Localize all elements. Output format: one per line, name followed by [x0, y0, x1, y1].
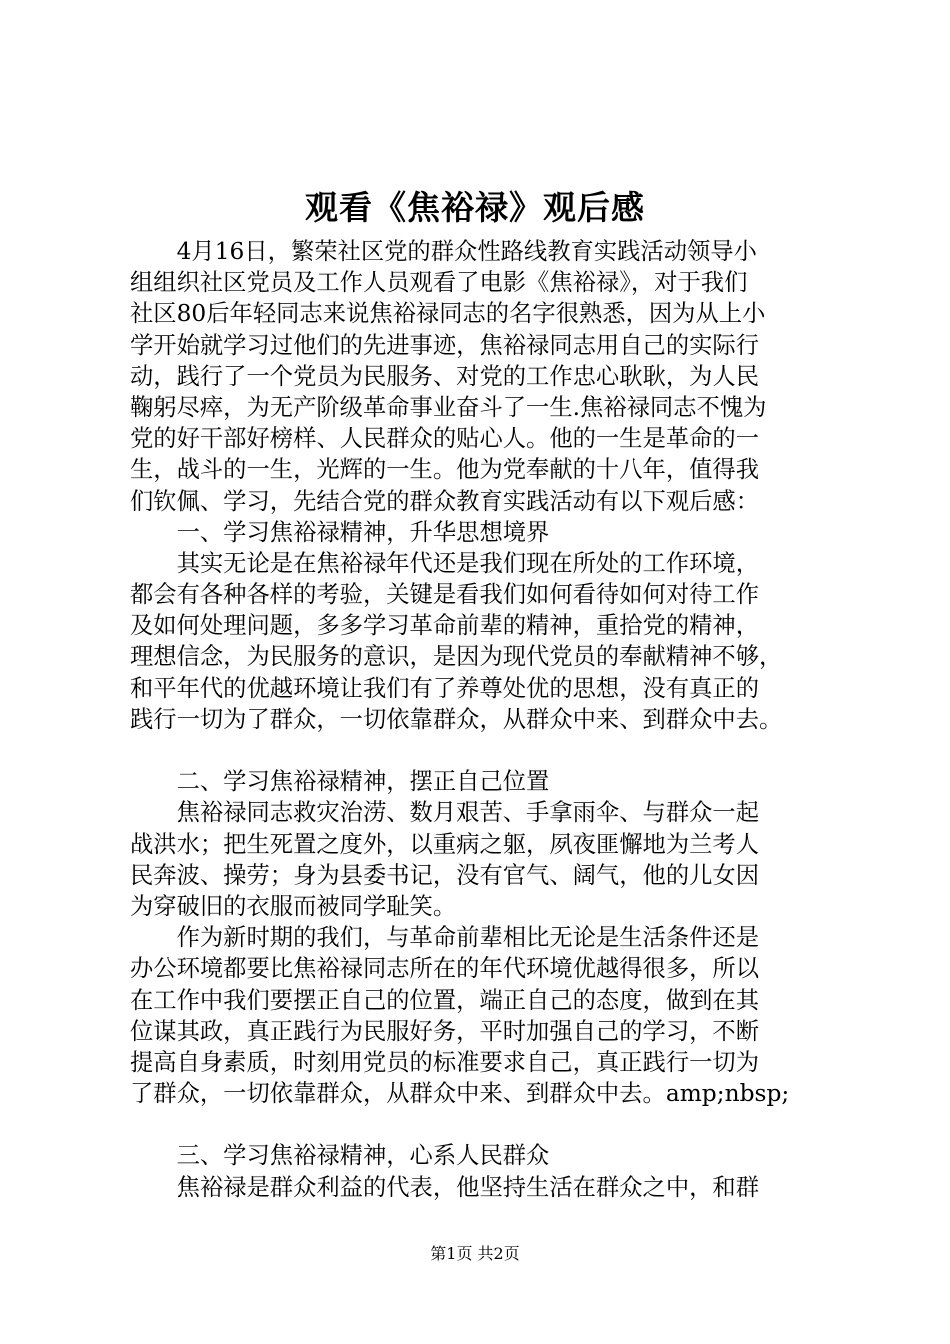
text-line: 战洪水；把生死置之度外，以重病之躯，夙夜匪懈地为兰考人 — [130, 830, 760, 858]
text-line: 了群众，一切依靠群众，从群众中来、到群众中去。amp;nbsp; — [130, 1080, 790, 1108]
text-line: 焦裕禄同志救灾治涝、数月艰苦、手拿雨伞、与群众一起 — [130, 799, 760, 827]
document-title: 观看《焦裕禄》观后感 — [305, 188, 645, 227]
text-line: 其实无论是在焦裕禄年代还是我们现在所处的工作环境， — [130, 549, 760, 577]
document-body — [130, 236, 835, 1203]
text-line: 三、学习焦裕禄精神，心系人民群众 — [130, 1142, 550, 1170]
text-line: 组组织社区党员及工作人员观看了电影《焦裕禄》，对于我们 — [130, 269, 748, 297]
text-line: 一、学习焦裕禄精神，升华思想境界 — [130, 518, 550, 546]
text-line: 在工作中我们要摆正自己的位置，端正自己的态度，做到在其 — [130, 986, 760, 1014]
text-line: 提高自身素质，时刻用党员的标准要求自己，真正践行一切为 — [130, 1048, 760, 1076]
blank-line — [130, 735, 835, 766]
text-line: 社区80后年轻同志来说焦裕禄同志的名字很熟悉，因为从上小 — [130, 300, 766, 328]
page-footer: 第1页 共2页 — [430, 1244, 520, 1263]
text-line: 践行一切为了群众，一切依靠群众，从群众中来、到群众中去。 — [130, 705, 783, 733]
text-line: 动，践行了一个党员为民服务、对党的工作忠心耿耿，为人民 — [130, 362, 760, 390]
text-line: 民奔波、操劳；身为县委书记，没有官气、阔气，他的儿女因 — [130, 861, 760, 889]
text-line: 及如何处理问题，多多学习革命前辈的精神，重拾党的精神， — [130, 612, 760, 640]
blank-line — [130, 1109, 835, 1140]
text-line: 都会有各种各样的考验，关键是看我们如何看待如何对待工作 — [130, 581, 760, 609]
text-line: 理想信念，为民服务的意识，是因为现代党员的奉献精神不够， — [130, 643, 783, 671]
text-line: 焦裕禄是群众利益的代表，他坚持生活在群众之中，和群 — [130, 1173, 760, 1201]
text-line: 学开始就学习过他们的先进事迹，焦裕禄同志用自己的实际行 — [130, 331, 760, 359]
text-line: 作为新时期的我们，与革命前辈相比无论是生活条件还是 — [130, 924, 760, 952]
text-line: 和平年代的优越环境让我们有了养尊处优的思想，没有真正的 — [130, 674, 760, 702]
text-line: 4月16日，繁荣社区党的群众性路线教育实践活动领导小 — [130, 238, 757, 265]
text-line: 为穿破旧的衣服而被同学耻笑。 — [130, 892, 457, 920]
text-line: 二、学习焦裕禄精神，摆正自己位置 — [130, 768, 550, 796]
text-line: 鞠躬尽瘁，为无产阶级革命事业奋斗了一生.焦裕禄同志不愧为 — [130, 393, 767, 421]
text-line: 们钦佩、学习，先结合党的群众教育实践活动有以下观后感： — [130, 487, 760, 515]
text-line: 办公环境都要比焦裕禄同志所在的年代环境优越得很多，所以 — [130, 955, 760, 983]
text-line: 党的好干部好榜样、人民群众的贴心人。他的一生是革命的一 — [130, 425, 760, 453]
text-line: 位谋其政，真正践行为民服好务，平时加强自己的学习，不断 — [130, 1017, 760, 1045]
text-line: 生，战斗的一生，光辉的一生。他为党奉献的十八年，值得我 — [130, 456, 760, 484]
